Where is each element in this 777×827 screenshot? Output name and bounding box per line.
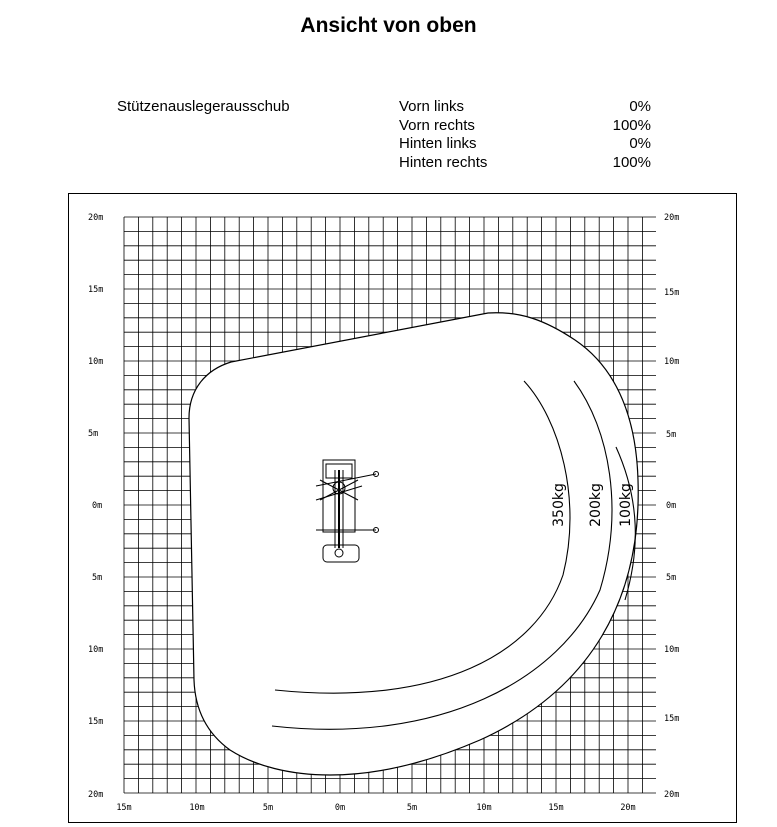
outrigger-row-name: Hinten rechts	[399, 153, 488, 171]
y-tick-right: 10m	[664, 357, 680, 367]
y-tick-right: 20m	[664, 213, 680, 223]
x-tick: 20m	[620, 803, 636, 813]
working-envelope	[189, 313, 638, 775]
outrigger-row-value: 100%	[612, 116, 651, 134]
outrigger-row-name: Hinten links	[399, 135, 477, 153]
y-tick-left: 5m	[88, 429, 99, 439]
y-tick-right: 5m	[666, 573, 677, 583]
right-axis-ticks	[664, 213, 679, 800]
outrigger-row-value: 100%	[612, 153, 651, 171]
outrigger-row-value: 0%	[629, 98, 651, 115]
outrigger-extension-label: Stützenauslegerausschub	[117, 98, 290, 115]
x-tick: 15m	[116, 803, 132, 813]
outrigger-row-value: 0%	[629, 135, 651, 153]
y-tick-right: 15m	[664, 714, 680, 724]
y-tick-left: 15m	[88, 285, 104, 295]
x-tick: 5m	[406, 803, 418, 813]
x-tick: 5m	[262, 803, 274, 813]
bottom-axis-ticks	[116, 803, 635, 813]
y-tick-right: 10m	[664, 645, 680, 655]
load-curve-label: 200kg	[588, 483, 604, 527]
outrigger-row-name: Vorn links	[399, 98, 465, 115]
y-tick-right: 20m	[664, 790, 680, 800]
x-tick: 10m	[189, 803, 205, 813]
y-tick-right: 0m	[666, 501, 677, 511]
load-curve-label: 100kg	[618, 483, 634, 527]
y-tick-left: 15m	[88, 717, 104, 727]
x-tick: 15m	[548, 803, 564, 813]
x-tick: 10m	[476, 803, 492, 813]
y-tick-right: 15m	[664, 288, 680, 298]
x-tick: 0m	[334, 803, 346, 813]
load-curve-label: 350kg	[551, 483, 567, 527]
y-tick-left: 20m	[88, 213, 104, 223]
y-tick-left: 10m	[88, 357, 104, 367]
y-tick-left: 5m	[92, 573, 103, 583]
y-tick-left: 20m	[88, 790, 104, 800]
y-tick-left: 0m	[92, 501, 103, 511]
outrigger-row-name: Vorn rechts	[399, 116, 475, 134]
y-tick-right: 5m	[666, 430, 677, 440]
page-title: Ansicht von oben	[300, 14, 477, 37]
left-axis-ticks	[88, 213, 103, 800]
y-tick-left: 10m	[88, 645, 104, 655]
